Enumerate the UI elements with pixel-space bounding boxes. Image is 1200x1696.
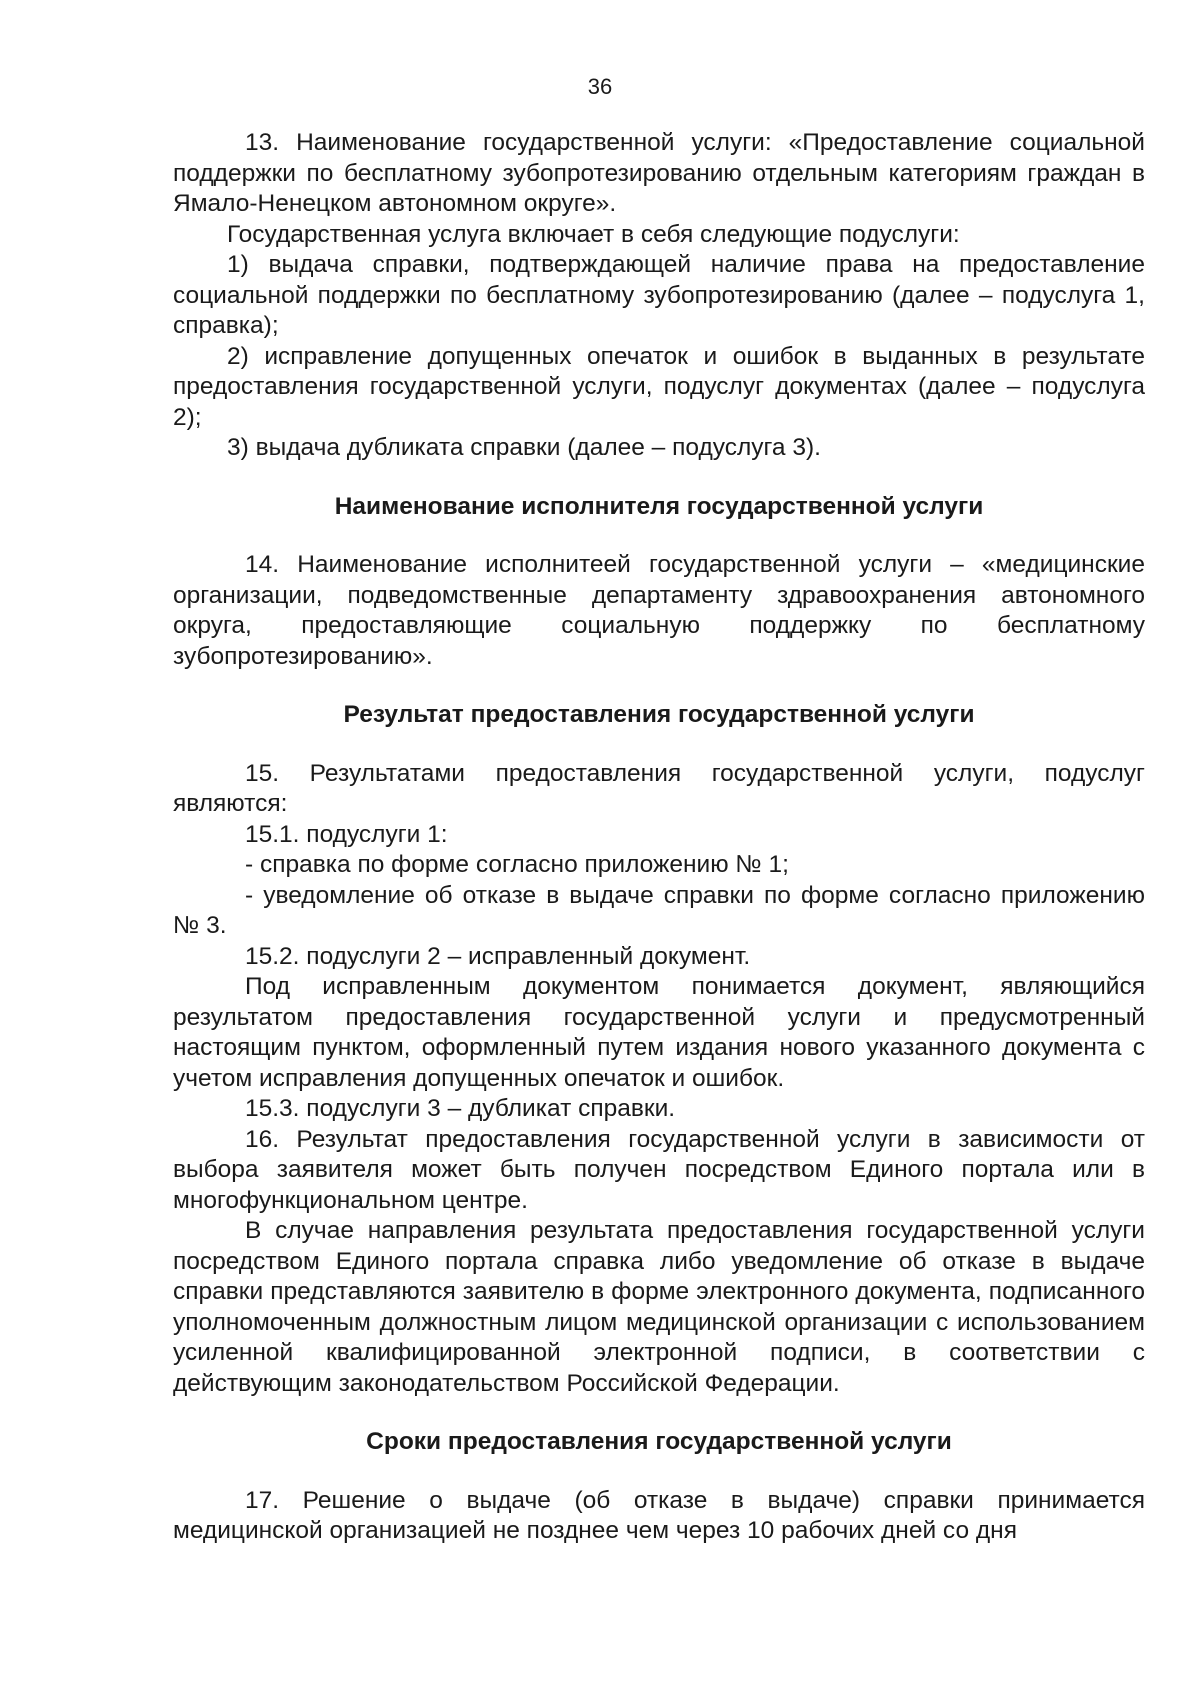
paragraph-15-1-a: - справка по форме согласно приложению № 1;	[245, 851, 789, 878]
paragraph-16-continued: В случае направления результата предоставления государственной услуги посредством Единого портала справка либо уведомление об отказе в выдаче справки представляются заявителю в форме электронного документа, подписанного уполномоченным должностным лицом медицинской организации с использованием усиленной квалифицированной электронной подписи, в соответствии с действующим законодательством Российской Федерации.	[173, 1217, 1145, 1397]
document-body	[173, 128, 1145, 1547]
paragraph-13: 13. Наименование государственной услуги: «Предоставление социальной поддержки по бесплатному зубопротезированию отдельным категориям граждан в Ямало-Ненецком автономном округе».	[173, 129, 1145, 217]
paragraph-17: 17. Решение о выдаче (об отказе в выдаче) справки принимается медицинской организацией не позднее чем через 10 рабочих дней со дня	[173, 1486, 1145, 1544]
paragraph-15-2-description: Под исправленным документом понимается документ, являющийся результатом предоставления государственной услуги и предусмотренный настоящим пунктом, оформленный путем издания нового указанного документа с учетом исправления допущенных опечаток и ошибок.	[173, 973, 1145, 1092]
paragraph-15-1-b: - уведомление об отказе в выдаче справки по форме согласно приложению № 3.	[173, 881, 1145, 939]
paragraph-13-item-1: 1) выдача справки, подтверждающей наличие права на предоставление социальной поддержки по бесплатному зубопротезированию (далее – подуслуга 1, справка);	[173, 251, 1145, 339]
heading-executor: Наименование исполнителя государственной услуги	[334, 492, 984, 520]
paragraph-13-intro: Государственная услуга включает в себя следующие подуслуги:	[227, 220, 960, 248]
heading-terms: Сроки предоставления государственной услуги	[366, 1428, 952, 1455]
paragraph-15-2: 15.2. подуслуги 2 – исправленный документ.	[245, 942, 751, 970]
page-number: 36	[587, 74, 613, 99]
paragraph-13-item-3: 3) выдача дубликата справки (далее – подуслуга 3).	[227, 434, 821, 461]
paragraph-15: 15. Результатами предоставления государственной услуги, подуслуг являются:	[173, 759, 1145, 817]
paragraph-13-item-2: 2) исправление допущенных опечаток и ошибок в выданных в результате предоставления государственной услуги, подуслуг документах (далее – подуслуга 2);	[173, 342, 1145, 431]
paragraph-15-3: 15.3. подуслуги 3 – дубликат справки.	[245, 1095, 676, 1122]
paragraph-15-1: 15.1. подуслуги 1:	[245, 820, 448, 848]
paragraph-16: 16. Результат предоставления государственной услуги в зависимости от выбора заявителя может быть получен посредством Единого портала или в многофункциональном центре.	[173, 1125, 1145, 1214]
heading-result: Результат предоставления государственной услуги	[343, 701, 975, 728]
paragraph-14: 14. Наименование исполнитеей государственной услуги – «медицинские организации, подведомственные департаменту здравоохранения автономного округа, предоставляющие социальную поддержку по бесплатному зубопротезированию».	[173, 551, 1145, 670]
